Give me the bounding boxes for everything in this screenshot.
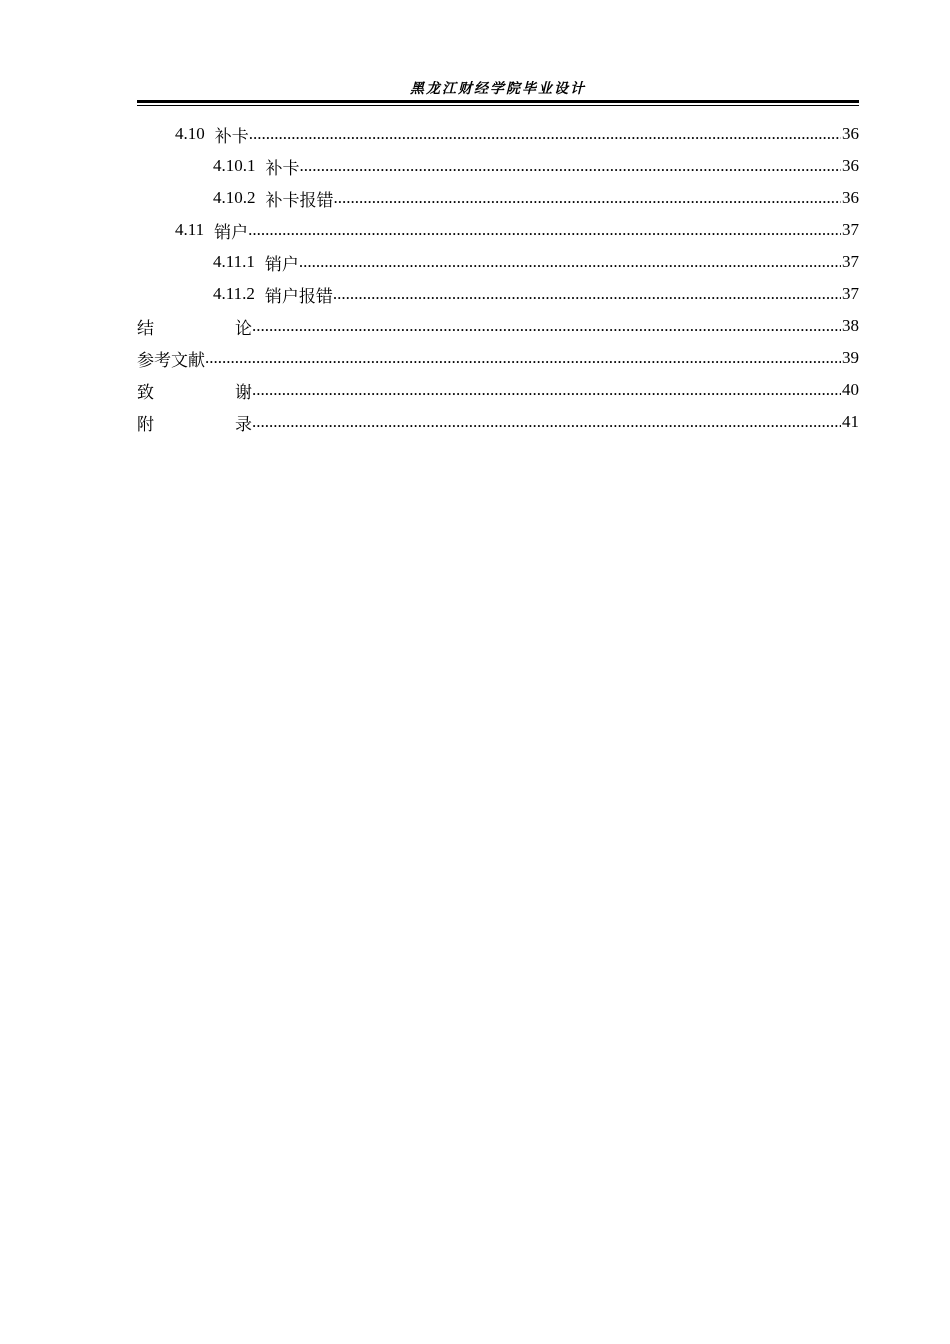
toc-entry-title: 销户 bbox=[264, 254, 299, 274]
toc-leader-dots bbox=[300, 156, 842, 176]
toc-leader-dots bbox=[334, 188, 842, 208]
toc-entry[interactable] bbox=[137, 214, 859, 246]
toc-entry-title bbox=[137, 378, 252, 403]
toc-entry-number: 4.11 bbox=[175, 220, 205, 239]
toc-title-char: 附 bbox=[137, 414, 154, 434]
toc-entry-number: 4.11.1 bbox=[213, 252, 255, 271]
toc-title-char: 致 bbox=[137, 382, 154, 402]
toc-entry-page: 37 bbox=[842, 220, 859, 239]
toc-entry[interactable] bbox=[137, 278, 859, 310]
toc-entry[interactable] bbox=[137, 150, 859, 182]
toc-title-char: 结 bbox=[137, 318, 154, 338]
toc-entry-page: 39 bbox=[842, 348, 859, 367]
toc-entry[interactable] bbox=[137, 406, 859, 438]
toc-entry-title: 销户报错 bbox=[264, 286, 333, 306]
toc-entry-page: 38 bbox=[842, 316, 859, 335]
table-of-contents bbox=[137, 118, 859, 438]
toc-leader-dots bbox=[205, 348, 841, 368]
toc-entry-page: 36 bbox=[842, 124, 859, 143]
toc-entry-page: 40 bbox=[842, 380, 859, 399]
toc-leader-dots bbox=[249, 124, 841, 144]
page-header-title: 黑龙江财经学院毕业设计 bbox=[410, 82, 586, 97]
toc-title-char: 录 bbox=[235, 414, 252, 434]
toc-entry-number: 4.10.1 bbox=[213, 156, 256, 175]
toc-entry-title bbox=[137, 410, 252, 435]
toc-entry-page: 37 bbox=[842, 252, 859, 271]
toc-entry[interactable] bbox=[137, 118, 859, 150]
toc-entry-title: 补卡 bbox=[265, 158, 300, 178]
toc-entry-number: 4.10 bbox=[175, 124, 205, 143]
toc-entry-page: 36 bbox=[842, 156, 859, 175]
toc-entry-page: 41 bbox=[842, 412, 859, 431]
toc-entry-number: 4.10.2 bbox=[213, 188, 256, 207]
toc-leader-dots bbox=[252, 316, 841, 336]
header-rule-thick bbox=[137, 100, 859, 103]
toc-entry[interactable] bbox=[137, 342, 859, 374]
header-rule-thin bbox=[137, 105, 859, 106]
toc-title-char: 论 bbox=[235, 318, 252, 338]
toc-entry-title: 参考文献 bbox=[137, 350, 205, 370]
toc-entry-number: 4.11.2 bbox=[213, 284, 255, 303]
toc-entry-title bbox=[137, 314, 252, 339]
toc-entry-title: 销户 bbox=[214, 222, 249, 242]
toc-entry[interactable] bbox=[137, 310, 859, 342]
toc-leader-dots bbox=[252, 380, 841, 400]
toc-title-char: 谢 bbox=[235, 382, 252, 402]
toc-entry-page: 36 bbox=[842, 188, 859, 207]
toc-leader-dots bbox=[248, 220, 841, 240]
toc-entry[interactable] bbox=[137, 246, 859, 278]
toc-leader-dots bbox=[333, 284, 841, 304]
toc-leader-dots bbox=[252, 412, 841, 432]
toc-entry-page: 37 bbox=[842, 284, 859, 303]
toc-entry-title: 补卡报错 bbox=[265, 190, 334, 210]
toc-leader-dots bbox=[299, 252, 841, 272]
toc-entry-title: 补卡 bbox=[214, 126, 249, 146]
toc-entry[interactable] bbox=[137, 182, 859, 214]
toc-entry[interactable] bbox=[137, 374, 859, 406]
